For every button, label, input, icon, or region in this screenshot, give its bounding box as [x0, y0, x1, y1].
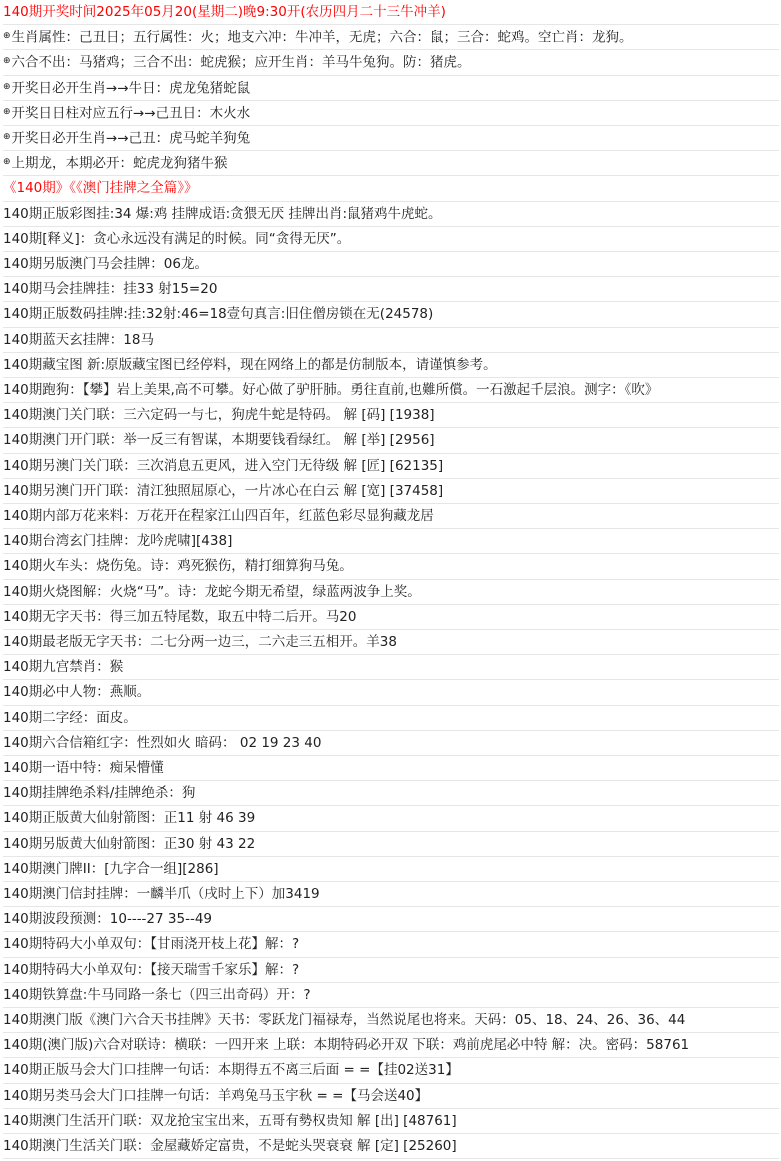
forecast-line: 140期澳门生活关门联：金屋藏娇定富贵，不是蛇头哭衰衰 解 [定] [25260] [3, 1134, 779, 1159]
bullet-icon: ⊕ [3, 157, 11, 168]
bullet-icon: ⊕ [3, 81, 11, 92]
forecast-line: 140期澳门牌II：[九字合一组][286] [3, 857, 779, 882]
forecast-line: 140期澳门开门联：举一反三有智谋，本期要钱看绿红。 解 [举] [2956] [3, 428, 779, 453]
forecast-line: 140期一语中特：痴呆懵懂 [3, 756, 779, 781]
forecast-line: 140期火车头：烧伤兔。诗：鸡死猴伤，精打细算狗马兔。 [3, 554, 779, 579]
line-text: 生肖属性：己丑日；五行属性：火；地支六冲：牛冲羊，无虎；六合：鼠；三合：蛇鸡。空亡肖：龙狗。 [11, 29, 633, 46]
forecast-line: 140期内部万花来料：万花开在程家江山四百年，红蓝色彩尽显狗藏龙居 [3, 504, 779, 529]
line-text: 140期开奖时间2025年05月20(星期二)晚9:30开(农历四月二十三牛冲羊) [3, 4, 446, 20]
line-text: 上期龙，本期必开：蛇虎龙狗猪牛猴 [11, 155, 228, 172]
forecast-line: 140期另澳门开门联：清江独照屈原心，一片冰心在白云 解 [宽] [37458] [3, 479, 779, 504]
forecast-line: 140期马会挂牌挂：挂33 射15=20 [3, 277, 779, 302]
zodiac-info-line [3, 50, 779, 75]
forecast-line: 140期特码大小单双句：【甘雨浇开枝上花】解：? [3, 932, 779, 957]
draw-time-heading [3, 0, 779, 25]
zodiac-info-line [3, 151, 779, 176]
forecast-line: 140期跑狗：【攀】岩上美果,高不可攀。好心做了驴肝肺。勇往直前,也難所償。一石激起千层浪。测字：《吹》 [3, 378, 779, 403]
bullet-icon: ⊕ [3, 31, 11, 42]
forecast-line: 140期二字经：面皮。 [3, 706, 779, 731]
forecast-line: 140期另澳门关门联：三次消息五更风，进入空门无待级 解 [匠] [62135] [3, 454, 779, 479]
forecast-line: 140期澳门关门联：三六定码一与七，狗虎牛蛇是特码。 解 [码] [1938] [3, 403, 779, 428]
forecast-line: 140期无字天书：得三加五特尾数，取五中特二后开。马20 [3, 605, 779, 630]
forecast-line: 140期正版数码挂牌:挂:32射:46=18壹句真言:旧住僧房锁在无(24578) [3, 302, 779, 327]
forecast-line: 140期澳门信封挂牌：一麟半爪（戌时上下）加3419 [3, 882, 779, 907]
forecast-line: 140期(澳门版)六合对联诗：横联：一四开来 上联：本期特码必开双 下联：鸡前虎尾必中特 解：决。密码：58761 [3, 1033, 779, 1058]
forecast-line: 140期九宫禁肖：猴 [3, 655, 779, 680]
forecast-line: 140期铁算盘:牛马同路一条七（四三出奇码）开：? [3, 983, 779, 1008]
line-text: 开奖日必开生肖→→己丑：虎马蛇羊狗兔 [11, 130, 251, 147]
zodiac-info-line [3, 76, 779, 101]
forecast-line: 140期[释义]：贪心永远没有满足的时候。同“贪得无厌”。 [3, 227, 779, 252]
forecast-line: 140期另版黄大仙射箭图：正30 射 43 22 [3, 832, 779, 857]
zodiac-info-line [3, 126, 779, 151]
forecast-line: 140期另类马会大门口挂牌一句话：羊鸡兔马玉宇秋 = =【马会送40】 [3, 1084, 779, 1109]
bullet-icon: ⊕ [3, 132, 11, 142]
forecast-line: 140期澳门版《澳门六合天书挂牌》天书：零跃龙门福禄寿，当然说尾也将来。天码：05、18、24、26、36、44 [3, 1008, 779, 1033]
forecast-line: 140期火烧图解：火烧“马”。诗：龙蛇今期无希望，绿蓝两波争上奖。 [3, 580, 779, 605]
line-text: 《140期》《《澳门挂牌之全篇》》 [3, 180, 198, 197]
zodiac-info-line [3, 25, 779, 50]
forecast-line: 140期六合信箱红字：性烈如火 暗码： 02 19 23 40 [3, 731, 779, 756]
line-text: 开奖日必开生肖→→牛日：虎龙兔猪蛇鼠 [11, 80, 251, 97]
forecast-line: 140期台湾玄门挂牌：龙吟虎啸][438] [3, 529, 779, 554]
bullet-icon: ⊕ [3, 56, 11, 67]
forecast-line: 140期正版彩图挂:34 爆:鸡 挂牌成语:贪猥无厌 挂牌出肖:鼠猪鸡牛虎蛇。 [3, 202, 779, 227]
section-title [3, 176, 779, 201]
forecast-line: 140期正版黄大仙射箭图：正11 射 46 39 [3, 806, 779, 831]
line-text: 六合不出：马猪鸡；三合不出：蛇虎猴；应开生肖：羊马牛兔狗。防：猪虎。 [11, 55, 471, 71]
forecast-line: 140期挂牌绝杀料/挂牌绝杀：狗 [3, 781, 779, 806]
zodiac-info-line [3, 101, 779, 126]
forecast-line: 140期澳门生活开门联：双龙抢宝宝出来，五哥有勢权贵知 解 [出] [48761] [3, 1109, 779, 1134]
line-text: 开奖日日柱对应五行→→己丑日：木火水 [11, 105, 251, 122]
forecast-line: 140期最老版无字天书：二七分两一边三，二六走三五相开。羊38 [3, 630, 779, 655]
forecast-line: 140期波段预测：10----27 35--49 [3, 907, 779, 932]
forecast-line: 140期必中人物：燕顺。 [3, 680, 779, 705]
forecast-line: 140期特码大小单双句：【接天瑞雪千家乐】解：? [3, 958, 779, 983]
forecast-line: 140期另版澳门马会挂牌：06龙。 [3, 252, 779, 277]
forecast-line: 140期蓝天玄挂牌：18马 [3, 328, 779, 353]
forecast-line: 140期正版马会大门口挂牌一句话：本期得五不离三后面 = =【挂02送31】 [3, 1058, 779, 1083]
bullet-icon: ⊕ [3, 106, 11, 117]
forecast-line: 140期藏宝图 新:原版藏宝图已经停料，现在网络上的都是仿制版本，请谨慎参考。 [3, 353, 779, 378]
